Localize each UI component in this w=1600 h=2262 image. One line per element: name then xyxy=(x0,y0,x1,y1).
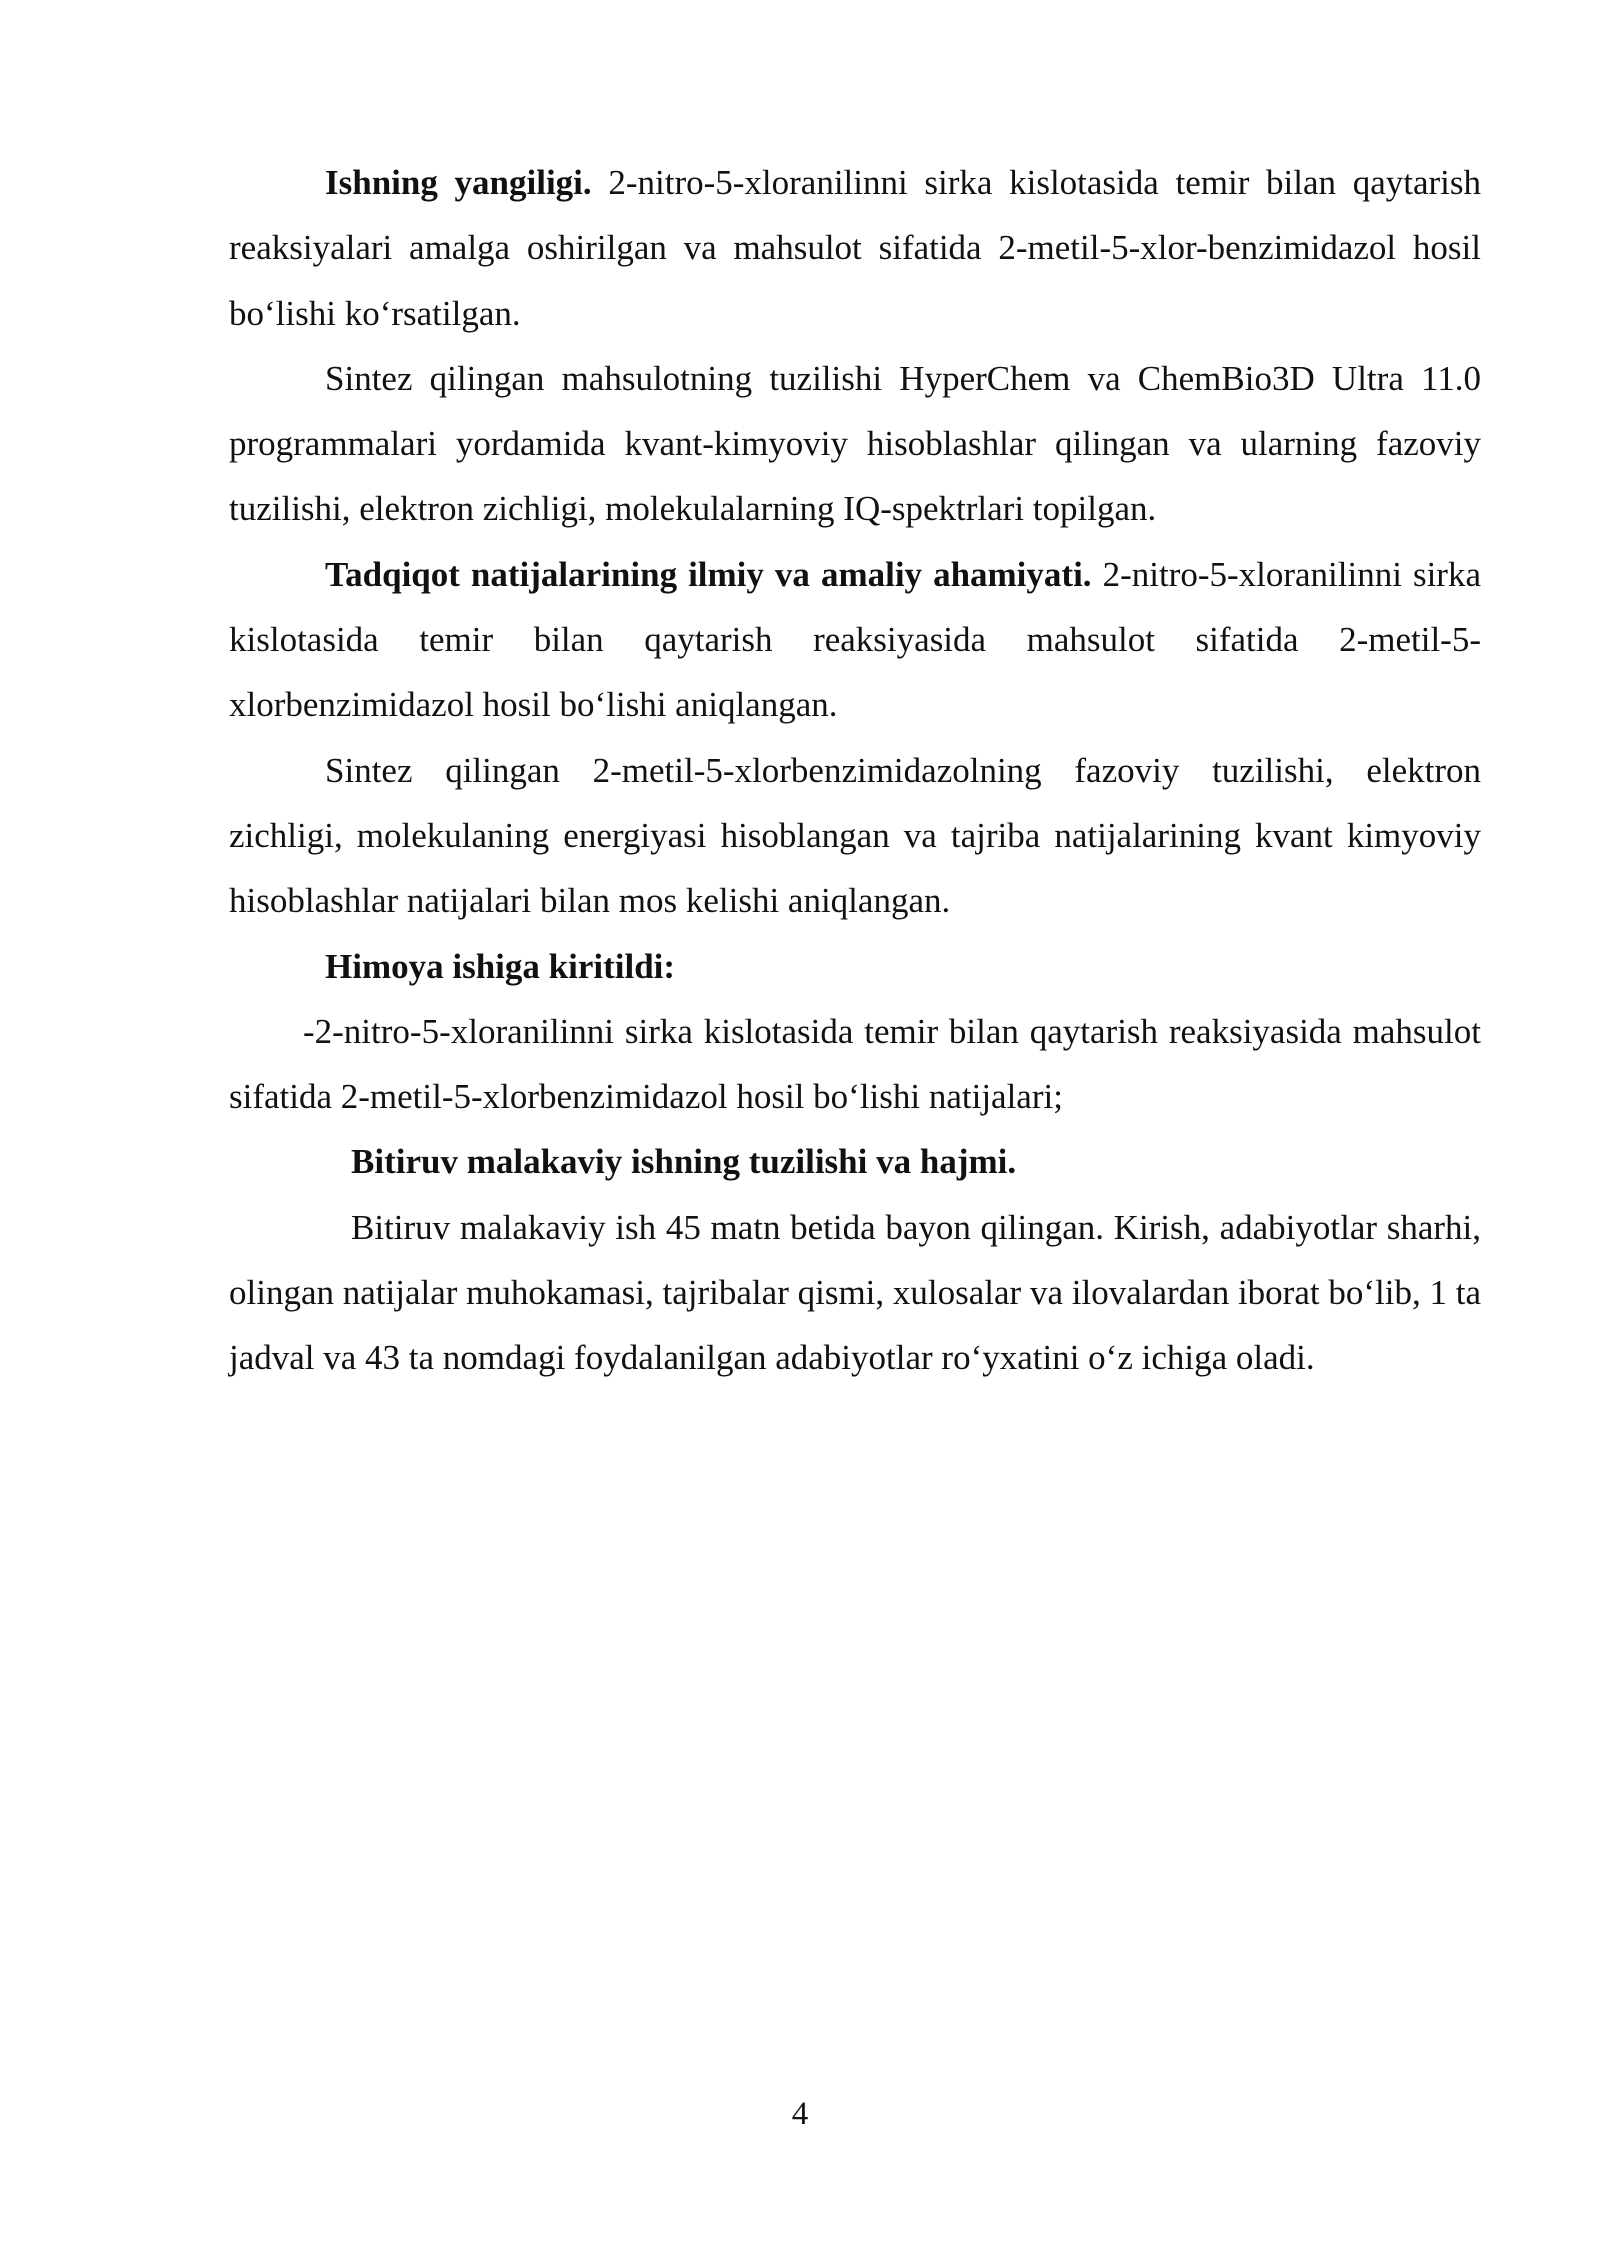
paragraph-defense-heading xyxy=(229,934,1481,999)
paragraph-synthesis-structure xyxy=(229,346,1481,542)
heading-novelty: Ishning yangiligi. xyxy=(325,163,592,202)
novelty-text: 2-nitro-5-xloranilinni sirka kislotasida temir bilan qaytarish reaksiyalari amalga oshirilgan va mahsulot sifatida 2-metil-5-xlor-benzimidazol hosil bo‘lishi ko‘rsatilgan. xyxy=(229,163,1481,333)
spatial-structure-text: Sintez qilingan 2-metil-5-xlorbenzimidazolning fazoviy tuzilishi, elektron zichligi, molekulaning energiyasi hisoblangan va tajriba natijalarining kvant kimyoviy hisoblashlar natijalari bilan mos kelishi aniqlangan. xyxy=(229,750,1481,921)
structure-volume-text: Bitiruv malakaviy ish 45 matn betida bayon qilingan. Kirish, adabiyotlar sharhi, olingan natijalar muhokamasi, tajribalar qismi, xulosalar va ilovalardan iborat bo‘lib, 1 ta jadval va 43 ta nomdagi foydalanilgan adabiyotlar ro‘yxatini o‘z ichiga oladi. xyxy=(229,1207,1481,1378)
heading-defense: Himoya ishiga kiritildi: xyxy=(325,946,676,986)
paragraph-novelty xyxy=(229,150,1481,346)
paragraph-structure-heading xyxy=(229,1129,1481,1194)
synthesis-structure-text: Sintez qilingan mahsulotning tuzilishi HyperChem va ChemBio3D Ultra 11.0 programmalari yordamida kvant-kimyoviy hisoblashlar qilingan va ularning fazoviy tuzilishi, elektron zichligi, molekulalarning IQ-spektrlari topilgan. xyxy=(229,358,1481,529)
page-number: 4 xyxy=(791,2096,809,2132)
heading-significance: Tadqiqot natijalarining ilmiy va amaliy ahamiyati. xyxy=(325,554,1092,594)
defense-item-text: -2-nitro-5-xloranilinni sirka kislotasida temir bilan qaytarish reaksiyasida mahsulot sifatida 2-metil-5-xlorbenzimidazol hosil bo‘lishi natijalari; xyxy=(229,1011,1481,1117)
paragraph-significance xyxy=(229,542,1481,738)
paragraph-spatial-structure xyxy=(229,738,1481,934)
paragraph-structure-volume xyxy=(229,1195,1481,1391)
paragraph-defense-item xyxy=(229,999,1481,1130)
document-body xyxy=(229,150,1481,1391)
significance-text: 2-nitro-5-xloranilinni sirka kislotasida temir bilan qaytarish reaksiyasida mahsulot sifatida 2-metil-5-xlorbenzimidazol hosil bo‘lishi aniqlangan. xyxy=(229,554,1481,725)
heading-structure-volume: Bitiruv malakaviy ishning tuzilishi va hajmi. xyxy=(351,1142,1017,1182)
